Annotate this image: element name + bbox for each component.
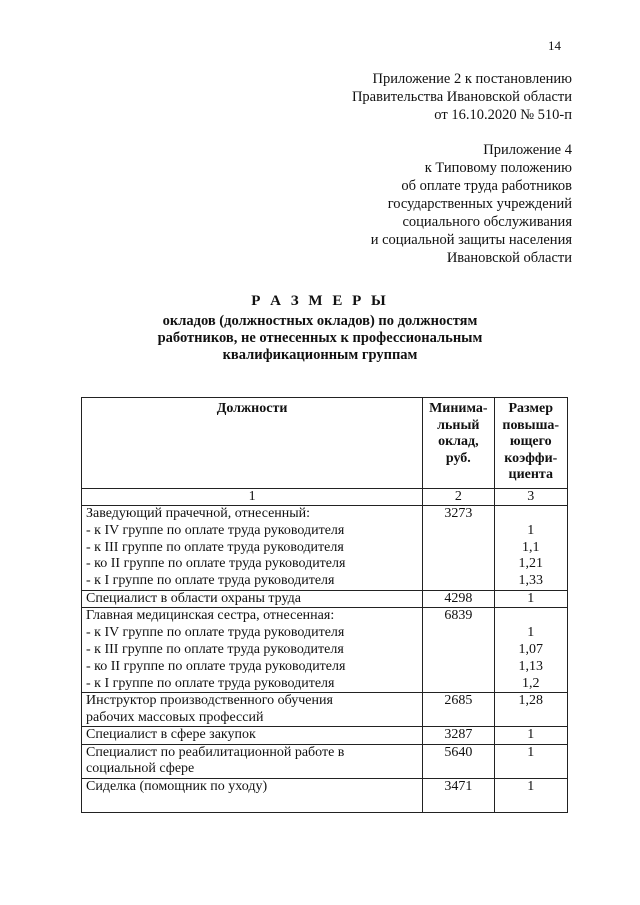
position-line: - к I группе по оплате труда руководителя [86, 573, 335, 589]
position-cell [82, 727, 423, 745]
position-cell [82, 590, 423, 608]
salary-value: 4298 [444, 590, 473, 606]
salary-value: 2685 [444, 693, 473, 709]
salary-cell [423, 744, 494, 778]
appendix-4-block [371, 141, 572, 267]
salary-value: 3273 [444, 506, 473, 521]
salary-cell [423, 727, 494, 745]
appendix-4-line: и социальной защиты населения [370, 232, 572, 248]
salary-value: 3287 [444, 727, 473, 743]
salary-value: 5640 [444, 744, 473, 760]
position-cell [82, 608, 423, 693]
position-cell [82, 778, 423, 812]
position-line: - ко II группе по оплате труда руководителя [86, 556, 346, 572]
column-number: 2 [423, 488, 494, 506]
position-line: Сиделка (помощник по уходу) [86, 778, 268, 794]
coefficient-cell [494, 693, 567, 727]
salary-cell [423, 590, 494, 608]
header-salary: Минима- льный оклад, руб. [423, 398, 494, 489]
title-line: квалификационным группам [222, 347, 418, 363]
appendix-4-line: об оплате труда работников [401, 178, 572, 194]
table-row [82, 693, 568, 727]
coefficient-value: 1,07 [518, 642, 543, 658]
appendix-2-line: Правительства Ивановской области [351, 89, 572, 105]
column-number: 1 [82, 488, 423, 506]
coefficient-cell [494, 590, 567, 608]
coefficient-value: 1,21 [518, 556, 543, 572]
page-number: 14 [548, 38, 561, 53]
appendix-4-line: к Типовому положению [424, 160, 572, 176]
coefficient-value: 1,1 [522, 539, 540, 555]
appendix-4-line: государственных учреждений [387, 196, 572, 212]
position-line: Главная медицинская сестра, отнесенная: [86, 608, 335, 624]
salary-cell [423, 693, 494, 727]
column-number-row [82, 488, 568, 506]
coefficient-cell [494, 727, 567, 745]
table-header-row [82, 398, 568, 489]
position-line: Инструктор производственного обучения [86, 693, 333, 709]
coefficient-value: 1,28 [518, 693, 543, 709]
table-row [82, 590, 568, 608]
header-coefficient: Размер повыша- ющего коэффи- циента [494, 398, 567, 489]
appendix-4-line: Ивановской области [446, 250, 572, 266]
position-line: - к I группе по оплате труда руководителя [86, 675, 335, 691]
position-line: социальной сфере [86, 761, 195, 777]
salary-value: 6839 [444, 608, 473, 624]
title-heading: Р А З М Е Р Ы [251, 293, 389, 309]
appendix-4-line: Приложение 4 [483, 142, 572, 158]
title-line: окладов (должностных окладов) по должностям [162, 313, 478, 329]
position-cell [82, 506, 423, 591]
coefficient-value: 1 [527, 522, 535, 538]
salary-cell [423, 778, 494, 812]
table-row [82, 778, 568, 812]
salary-value: 3471 [444, 778, 473, 794]
coefficient-value: 1,33 [518, 573, 543, 589]
position-line: Специалист в сфере закупок [86, 727, 256, 743]
coefficient-cell [494, 744, 567, 778]
position-line [86, 795, 418, 812]
appendix-4-line: социального обслуживания [402, 214, 572, 230]
header-positions: Должности [82, 398, 423, 489]
salary-table [81, 397, 568, 813]
position-line: - к III группе по оплате труда руководителя [86, 539, 344, 555]
coefficient-cell [494, 506, 567, 591]
position-line: - к III группе по оплате труда руководителя [86, 642, 344, 658]
coefficient-value: 1 [527, 590, 535, 606]
salary-cell [423, 506, 494, 591]
position-line: - к IV группе по оплате труда руководителя [86, 625, 345, 641]
coefficient-value: 1 [527, 727, 535, 743]
position-cell [82, 693, 423, 727]
coefficient-value: 1 [527, 625, 535, 641]
position-line: Заведующий прачечной, отнесенный: [86, 506, 311, 521]
position-line: рабочих массовых профессий [86, 709, 264, 725]
coefficient-value: 1 [527, 744, 535, 760]
document-title [0, 293, 640, 364]
appendix-2-line: от 16.10.2020 № 510-п [434, 107, 572, 123]
coefficient-value [499, 506, 563, 523]
coefficient-cell [494, 778, 567, 812]
title-line: работников, не отнесенных к профессиональным [157, 330, 483, 346]
coefficient-value: 1,13 [518, 658, 543, 674]
column-number: 3 [494, 488, 567, 506]
position-line: Специалист в области охраны труда [86, 590, 301, 606]
salary-cell [423, 608, 494, 693]
coefficient-value [499, 608, 563, 625]
coefficient-value: 1 [527, 778, 535, 794]
position-line: - ко II группе по оплате труда руководителя [86, 658, 346, 674]
table-row [82, 608, 568, 693]
table-row [82, 744, 568, 778]
position-line: Специалист по реабилитационной работе в [86, 744, 345, 760]
position-cell [82, 744, 423, 778]
table-body [82, 506, 568, 813]
coefficient-cell [494, 608, 567, 693]
table-row [82, 506, 568, 591]
position-line: - к IV группе по оплате труда руководителя [86, 522, 345, 538]
appendix-2-line: Приложение 2 к постановлению [372, 71, 572, 87]
appendix-2-block [352, 70, 572, 124]
table-row [82, 727, 568, 745]
coefficient-value: 1,2 [522, 675, 540, 691]
